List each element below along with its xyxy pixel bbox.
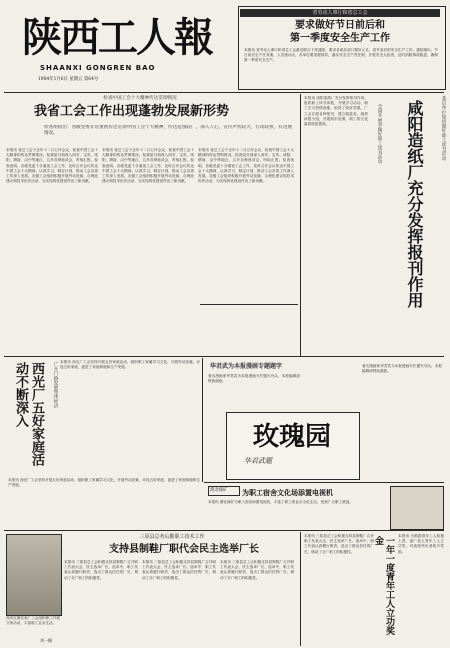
left-block-title: 西光厂五好家庭活动不断深入 <box>13 362 44 466</box>
left-block-body: 本报讯 西光厂工会坚持开展五好家庭活动，组织职工家属学习文化，开展劳动竞赛，评选五好家庭，促进了家庭和睦和生产发展。 <box>60 360 200 370</box>
culture-photo <box>390 486 444 530</box>
poster-side-text: 著名漫画家华君武为本报漫画专栏题写刊头，本报编辑部特致谢意。 <box>362 364 442 374</box>
right-bottom-body-a: 本报讯 三原县总工会积极支持县制鞋厂召开职工代表大会，民主选举厂长。选举中，职工代表认真履行职责，选出了群众信任的厂长，调动了全厂职工的积极性。 <box>304 534 374 554</box>
bottom-story-title: 支持县制鞋厂职代会民主选举厂长 <box>109 544 259 555</box>
culture-title: 为职工宿舍文化场添置电视机 <box>242 488 333 497</box>
bottom-story-label: 三原县总务后勤职工技术工作 <box>139 534 205 540</box>
main-article-body-col1: 本报讯 省总工会于去年十二月召开会议，检查中国工会十大精神的传达贯彻情况。检查组分别深入西安、宝鸡、咸阳、渭南、汉中等地区，召开各种座谈会，听取汇报。检查表明，各级党委十分重视工会工作，及时召开会议传达中国工会十大精神，认真学习，制定计划，推动工会各项工作深入发展。各级工会组织积极开展劳动竞赛、合理化建议和技术协作活动，为实现四化建设作出了新贡献。 <box>6 148 98 184</box>
right-headline-title: 咸阳造纸厂充分发挥报刊作用 <box>405 100 424 308</box>
right-headline-body: 本报讯 咸阳造纸厂充分发挥报刊作用，组织职工读书读报，开展学习活动，职工学习热情高涨，取得了较好效果。厂工会订阅各种报刊，建立阅览室，组织读报小组，开展知识竞赛，职工的文化素质明显提高。 <box>304 96 368 127</box>
news-photo <box>6 534 62 616</box>
main-article-body-col3: 本报讯 省总工会于去年十二月召开会议，检查中国工会十大精神的传达贯彻情况。检查组分别深入西安、宝鸡、咸阳、渭南、汉中等地区，召开各种座谈会，听取汇报。检查表明，各级党委十分重视工会工作，及时召开会议传达中国工会十大精神，认真学习，制定计划，推动工会各项工作深入发展。各级工会组织积极开展劳动竞赛、合理化建议和技术协作活动，为实现四化建设作出了新贡献。 <box>198 148 294 184</box>
left-block-body-lower: 本报讯 西光厂工会坚持开展五好家庭活动，组织职工家属学习文化，开展劳动竞赛，评选五好家庭，促进了家庭和睦和生产发展。 <box>8 478 200 488</box>
main-article-deck: 检查组指出：各级党委非常重视传达贯彻中国工会十大精神，传达范围较广，深入人心，宣传声势较大，行动较快，有进展情况。 <box>44 125 293 136</box>
main-article-body-col2: 本报讯 省总工会于去年十二月召开会议，检查中国工会十大精神的传达贯彻情况。检查组分别深入西安、宝鸡、咸阳、渭南、汉中等地区，召开各种座谈会，听取汇报。检查表明，各级党委十分重视工会工作，及时召开会议传达中国工会十大精神，认真学习，制定计划，推动工会各项工作深入发展。各级工会组织积极开展劳动竞赛、合理化建议和技术协作活动，为实现四化建设作出了新贡献。 <box>102 148 194 184</box>
poster-caption: 华君武为本报漫画专题题字 <box>210 363 283 370</box>
right-headline-kicker: 全国开展争做好职工读书活动 <box>377 104 382 164</box>
right-headline-side: 基层单位如何做好职工读书活动 <box>441 96 446 161</box>
top-notice-line2: 第一季度安全生产工作 <box>290 33 390 44</box>
culture-body: 本报讯 渭北煤矿为职工宿舍添置电视机，丰富了职工的业余文化生活，受到广大职工欢迎。 <box>208 500 353 504</box>
poster-signature: 华君武题 <box>244 457 272 465</box>
right-bottom-body: 本报讯 为鼓励青年工人积极上进，某厂设立青年工人立功奖，对表现突出者给予奖励。 <box>398 534 444 554</box>
bottom-story-body-col1: 本报讯 三原县总工会积极支持县制鞋厂召开职工代表大会，民主选举厂长。选举中，职工代表认真履行职责，选出了群众信任的厂长，调动了全厂职工的积极性。 <box>64 560 138 580</box>
masthead-issue: 1984年1月6日 星期五 第64号 <box>38 77 99 82</box>
bottom-story-body-col3: 本报讯 三原县总工会积极支持县制鞋厂召开职工代表大会，民主选举厂长。选举中，职工代表认真履行职责，选出了群众信任的厂长，调动了全厂职工的积极性。 <box>220 560 294 580</box>
main-article-kicker: 检查中国工会十大精神传达贯彻情况 <box>103 96 177 101</box>
bottom-story-body-col2: 本报讯 三原县总工会积极支持县制鞋厂召开职工代表大会，民主选举厂长。选举中，职工代表认真履行职责，选出了群众信任的厂长，调动了全厂职工的积极性。 <box>142 560 216 580</box>
photo-credit: 刘一摄 <box>40 638 52 643</box>
culture-label: 渭北煤矿 <box>208 486 240 496</box>
photo-caption: 西安红旗仪表厂工会组织职工开展文体活动，丰富职工业余生活。 <box>6 616 60 626</box>
left-block-caption: 广开门路发展集体经济 <box>53 362 58 408</box>
right-bottom-title: 一年一度青年工人立功奖金 <box>373 536 394 635</box>
poster-body: 著名漫画家华君武为本报漫画专栏题写刊头，本报编辑部特致谢意。 <box>208 374 300 384</box>
masthead-title: 陕西工人報 <box>22 15 212 61</box>
top-notice-line1: 要求做好节日前后和 <box>295 20 385 31</box>
masthead-pinyin: SHAANXI GONGREN BAO <box>40 64 156 72</box>
main-article-title: 我省工会工作出现蓬勃发展新形势 <box>34 104 230 119</box>
top-notice-body: 本报讯 省劳动人事厅和省总工会最近联合下发通知，要求各地各部门做好元旦、春节前后的安全生产工作。通知指出，节日前后生产任务重，人员流动大，各单位要加强领导，落实安全生产责任制，开展安全大检查，及时消除事故隐患，确保第一季度安全生产。 <box>244 48 438 63</box>
top-notice-kicker: 省劳动人事厅和省总工会 <box>240 9 440 17</box>
poster-art-title: 玫瑰园 <box>252 422 331 452</box>
